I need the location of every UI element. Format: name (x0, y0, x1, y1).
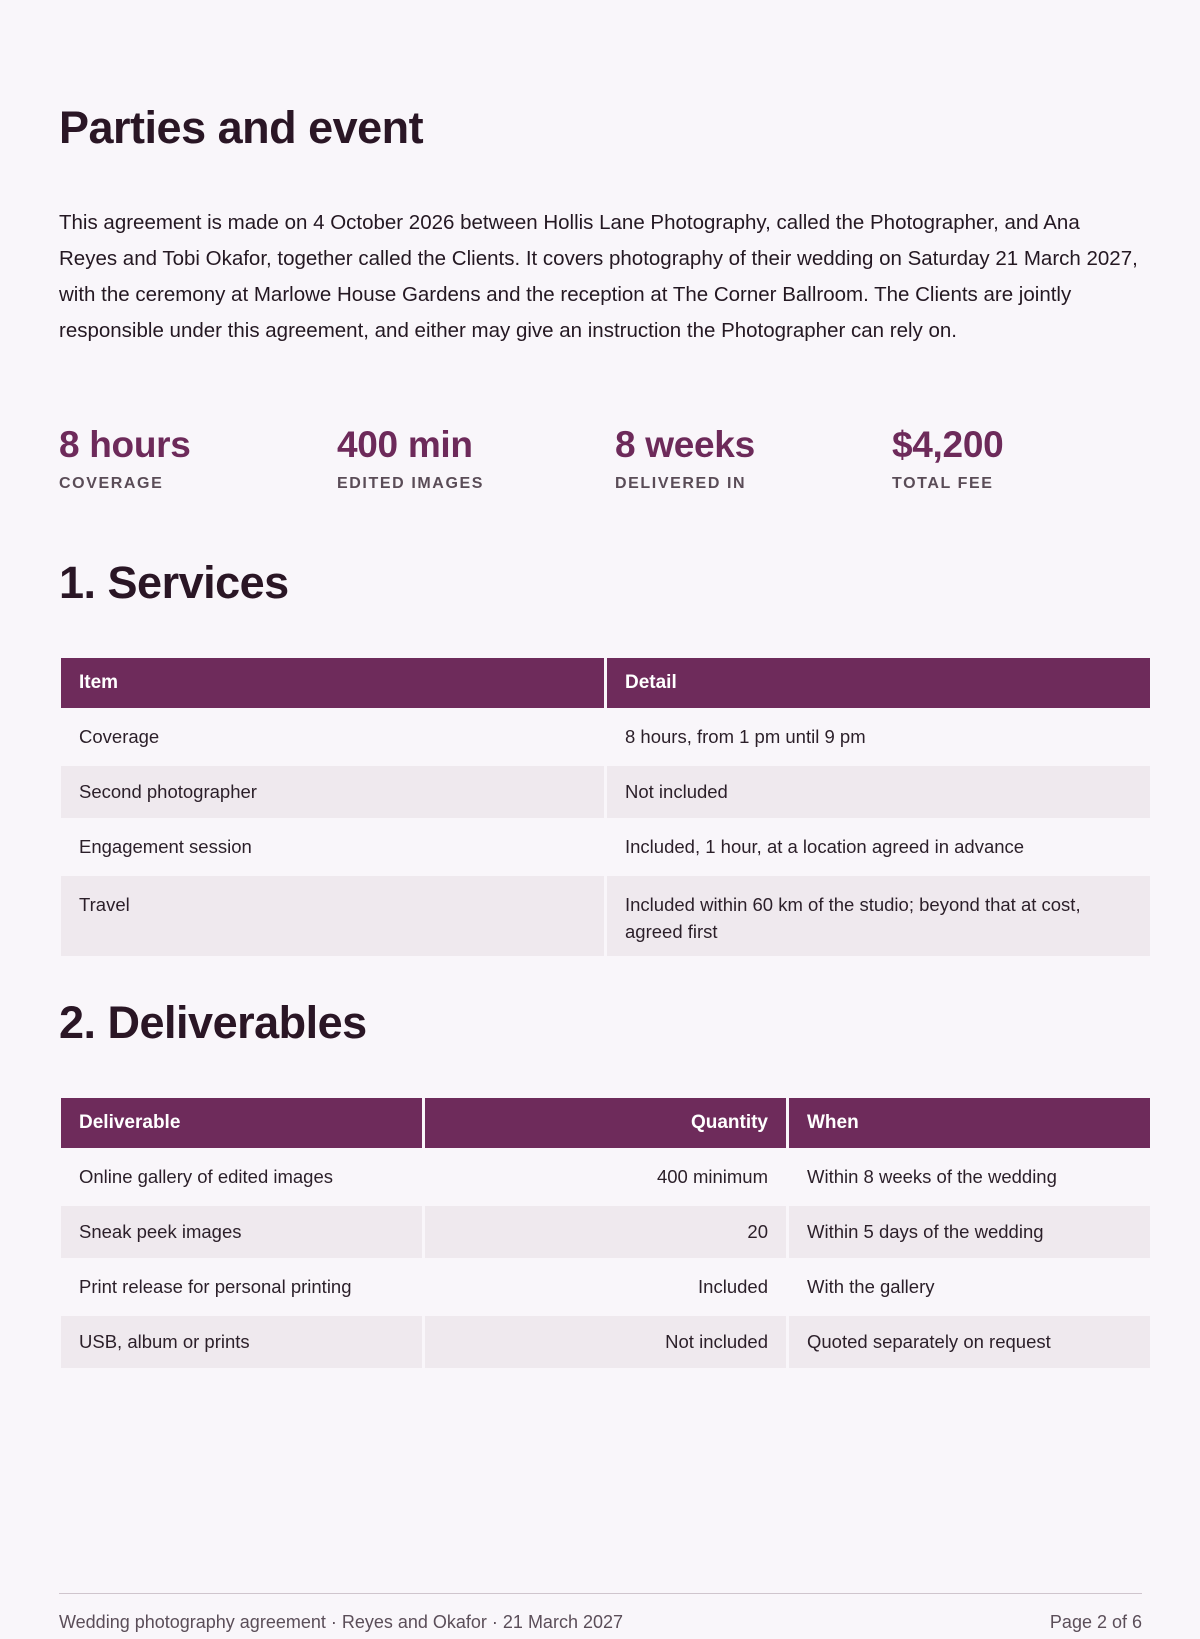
table-cell: Included, 1 hour, at a location agreed in advance (607, 821, 1150, 873)
column-header: Quantity (425, 1098, 786, 1148)
stat-total-fee (892, 423, 1003, 493)
table-cell: Sneak peek images (61, 1206, 422, 1258)
table-row (61, 1316, 1150, 1368)
stat-value: 8 weeks (615, 424, 755, 465)
table-cell: Within 8 weeks of the wedding (789, 1151, 1150, 1203)
stat-label: COVERAGE (59, 475, 164, 492)
table-row (61, 766, 1150, 818)
column-header: Item (61, 658, 604, 708)
footer-document-info: Wedding photography agreement · Reyes and Okafor · 21 March 2027 (59, 1612, 623, 1632)
column-header: Deliverable (61, 1098, 422, 1148)
stat-value: 400 min (337, 424, 473, 465)
services-table (58, 655, 1153, 959)
table-row (61, 821, 1150, 873)
intro-paragraph: This agreement is made on 4 October 2026 between Hollis Lane Photography, called the Photographer, and Ana Reyes and Tobi Okafor, together called the Clients. It covers photography of their wedding on Saturday 21 March 2027, with the ceremony at Marlowe House Gardens and the reception at The Corner Ballroom. The Clients are jointly responsible under this agreement, and either may give an instruction the Photographer can rely on. (59, 211, 1138, 342)
services-heading: 1. Services (59, 557, 289, 608)
stat-label: TOTAL FEE (892, 475, 994, 492)
stat-edited-images (337, 423, 484, 493)
column-header: Detail (607, 658, 1150, 708)
table-cell: Online gallery of edited images (61, 1151, 422, 1203)
table-cell: USB, album or prints (61, 1316, 422, 1368)
footer-page-number: Page 2 of 6 (1049, 1612, 1142, 1632)
stat-value: 8 hours (59, 424, 191, 465)
table-cell: Not included (425, 1316, 786, 1368)
stat-coverage (59, 423, 191, 493)
table-cell: Engagement session (61, 821, 604, 873)
table-row (61, 1206, 1150, 1258)
table-cell: Travel (61, 876, 604, 956)
table-cell: Second photographer (61, 766, 604, 818)
table-header-row (61, 658, 1150, 708)
page-title: Parties and event (59, 102, 424, 153)
stat-value: $4,200 (892, 424, 1004, 465)
stat-delivered-in (615, 423, 755, 493)
stat-label: DELIVERED IN (615, 475, 747, 492)
table-cell: Not included (607, 766, 1150, 818)
table-cell: Included within 60 km of the studio; beyond that at cost, agreed first (607, 876, 1150, 956)
footer-divider (59, 1593, 1142, 1594)
table-cell: Quoted separately on request (789, 1316, 1150, 1368)
deliverables-heading: 2. Deliverables (59, 997, 367, 1048)
stat-label: EDITED IMAGES (337, 475, 485, 492)
table-cell: Coverage (61, 711, 604, 763)
column-header: When (789, 1098, 1150, 1148)
table-cell: 400 minimum (425, 1151, 786, 1203)
table-cell: 20 (425, 1206, 786, 1258)
table-row (61, 711, 1150, 763)
table-cell: 8 hours, from 1 pm until 9 pm (607, 711, 1150, 763)
table-cell: With the gallery (789, 1261, 1150, 1313)
table-cell: Included (425, 1261, 786, 1313)
table-row (61, 876, 1150, 956)
table-cell: Within 5 days of the wedding (789, 1206, 1150, 1258)
key-figures (59, 423, 1142, 503)
deliverables-table (58, 1095, 1153, 1371)
table-cell: Print release for personal printing (61, 1261, 422, 1313)
table-row (61, 1151, 1150, 1203)
table-row (61, 1261, 1150, 1313)
table-header-row (61, 1098, 1150, 1148)
